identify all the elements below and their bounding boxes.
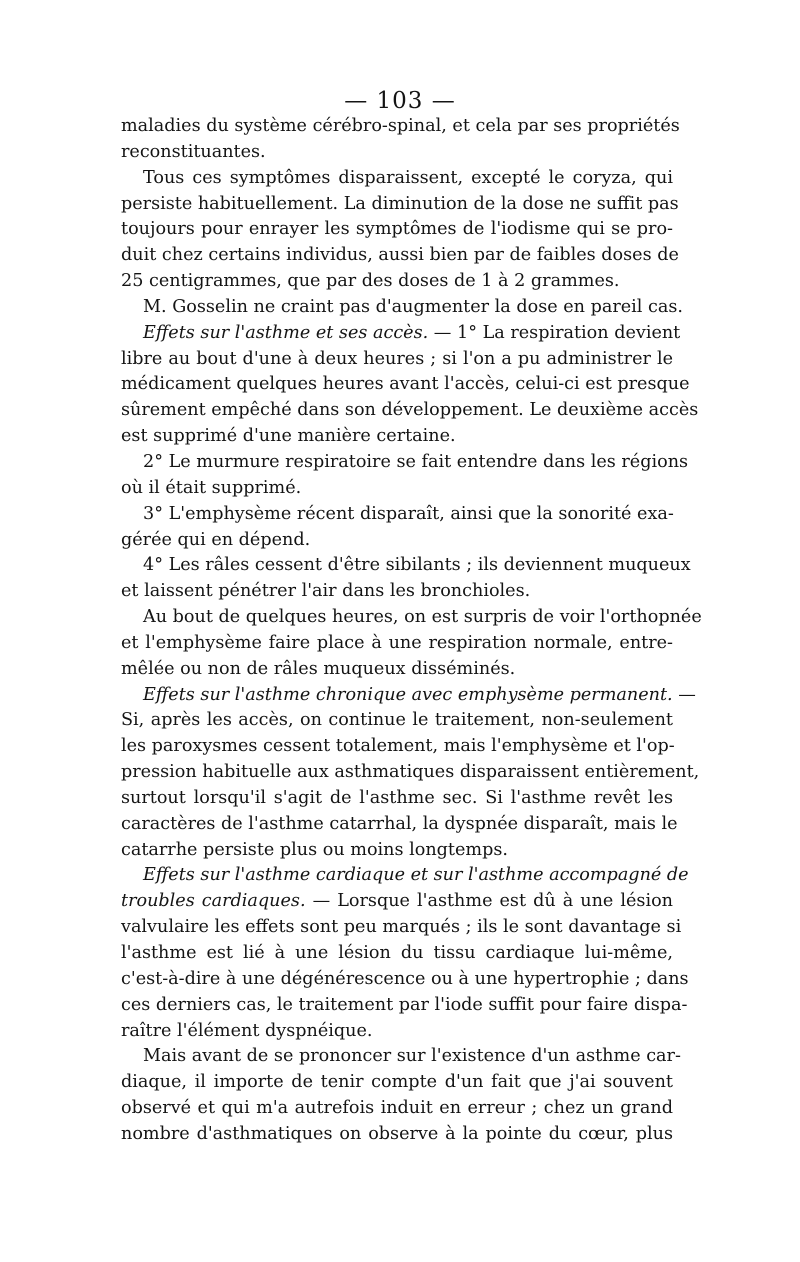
text-line [121, 631, 673, 657]
line-text: toujours pour enrayer les symptômes de l'iodisme qui se pro- [121, 219, 673, 240]
text-line [121, 657, 673, 683]
italic-heading: Effets sur l'asthme cardiaque et sur l'asthme accompagné de [143, 865, 689, 886]
line-text: catarrhe persiste plus ou moins longtemps. [121, 839, 508, 860]
line-text: et l'emphysème faire place à une respiration normale, entre- [121, 632, 673, 653]
line-text: 2° Le murmure respiratoire se fait entendre dans les régions [143, 451, 689, 472]
text-line [121, 941, 673, 967]
text-line [121, 863, 689, 889]
text-line [121, 372, 690, 398]
line-text: M. Gosselin ne craint pas d'augmenter la dose en pareil cas. [143, 296, 683, 317]
text-line [121, 605, 702, 631]
line-text: valvulaire les effets sont peu marqués ; ils le sont davantage si [121, 917, 682, 938]
italic-heading: Effets sur l'asthme chronique avec emphysème permanent. [143, 684, 673, 705]
line-text: libre au bout d'une à deux heures ; si l'on a pu administrer le [121, 348, 673, 369]
text-line [121, 295, 683, 321]
text-line [121, 1070, 673, 1096]
text-line [121, 786, 673, 812]
line-text: gérée qui en dépend. [121, 529, 311, 550]
text-line [121, 347, 673, 373]
line-text: Si, après les accès, on continue le traitement, non-seulement [121, 710, 673, 731]
text-line [121, 424, 673, 450]
line-text: raître l'élément dyspnéique. [121, 1020, 373, 1041]
line-text: diaque, il importe de tenir compte d'un fait que j'ai souvent [121, 1072, 673, 1093]
line-text: où il était supprimé. [121, 477, 302, 498]
text-line [121, 967, 689, 993]
text-line [121, 166, 673, 192]
text-line [121, 889, 673, 915]
line-text: 4° Les râles cessent d'être sibilants ; ils deviennent muqueux [143, 555, 691, 576]
line-text: caractères de l'asthme catarrhal, la dyspnée disparaît, mais le [121, 813, 678, 834]
page-body [121, 114, 702, 1148]
text-line [121, 243, 679, 269]
line-text: l'asthme est lié à une lésion du tissu cardiaque lui-même, [121, 943, 673, 963]
line-text: c'est-à-dire à une dégénérescence ou à une hypertrophie ; dans [121, 968, 689, 989]
text-line [121, 192, 679, 218]
text-line [121, 1122, 673, 1148]
text-line [121, 217, 673, 243]
line-text: sûrement empêché dans son développement. Le deuxième accès [121, 400, 699, 421]
line-text: duit chez certains individus, aussi bien par de faibles doses de [121, 245, 679, 266]
line-text: 25 centigrammes, que par des doses de 1 à 2 grammes. [121, 271, 620, 292]
line-text: maladies du système cérébro-spinal, et cela par ses propriétés [121, 116, 680, 136]
line-text: Au bout de quelques heures, on est surpris de voir l'orthopnée [143, 607, 702, 628]
line-text: Tous ces symptômes disparaissent, excepté le coryza, qui [143, 167, 673, 188]
text-line [121, 1044, 681, 1070]
text-line [121, 502, 673, 528]
text-line [121, 708, 673, 734]
text-line [121, 398, 699, 424]
line-text: et laissent pénétrer l'air dans les bronchioles. [121, 581, 531, 602]
line-text: Mais avant de se prononcer sur l'existence d'un asthme car- [143, 1046, 681, 1067]
line-text: nombre d'asthmatiques on observe à la pointe du cœur, plus [121, 1123, 673, 1144]
line-text: ces derniers cas, le traitement par l'iode suffit pour faire dispa- [121, 994, 688, 1015]
text-line [121, 838, 673, 864]
text-line [121, 553, 691, 579]
text-line [121, 321, 681, 347]
line-text: les paroxysmes cessent totalement, mais l'emphysème et l'op- [121, 736, 675, 757]
text-line [121, 114, 680, 140]
line-text: — 1° La respiration devient [428, 322, 681, 343]
italic-heading: troubles cardiaques. [121, 891, 306, 912]
text-line [121, 528, 673, 554]
text-line [121, 579, 673, 605]
line-text: — Lorsque l'asthme est dû à une lésion [305, 891, 673, 912]
text-line [121, 140, 673, 166]
text-line [121, 812, 678, 838]
text-line [121, 683, 696, 709]
text-line [121, 915, 682, 941]
line-text: pression habituelle aux asthmatiques disparaissent entièrement, [121, 762, 700, 783]
text-line [121, 734, 673, 760]
line-text: 3° L'emphysème récent disparaît, ainsi que la sonorité exa- [143, 503, 674, 524]
italic-heading: Effets sur l'asthme et ses accès. [143, 322, 429, 343]
line-text: mêlée ou non de râles muqueux disséminés. [121, 658, 516, 679]
text-line [121, 269, 673, 295]
text-line [121, 993, 688, 1019]
line-text: reconstituantes. [121, 141, 266, 162]
line-text: observé et qui m'a autrefois induit en erreur ; chez un grand [121, 1098, 673, 1119]
line-text: — [672, 684, 696, 705]
text-line [121, 476, 673, 502]
text-line [121, 1096, 673, 1122]
line-text: surtout lorsqu'il s'agit de l'asthme sec. Si l'asthme revêt les [121, 787, 673, 808]
line-text: médicament quelques heures avant l'accès, celui-ci est presque [121, 374, 690, 395]
page-number: — 103 — [344, 88, 456, 114]
text-line [121, 450, 689, 476]
text-line [121, 760, 700, 786]
line-text: persiste habituellement. La diminution de la dose ne suffit pas [121, 193, 679, 214]
text-line [121, 1019, 673, 1045]
line-text: est supprimé d'une manière certaine. [121, 426, 456, 447]
